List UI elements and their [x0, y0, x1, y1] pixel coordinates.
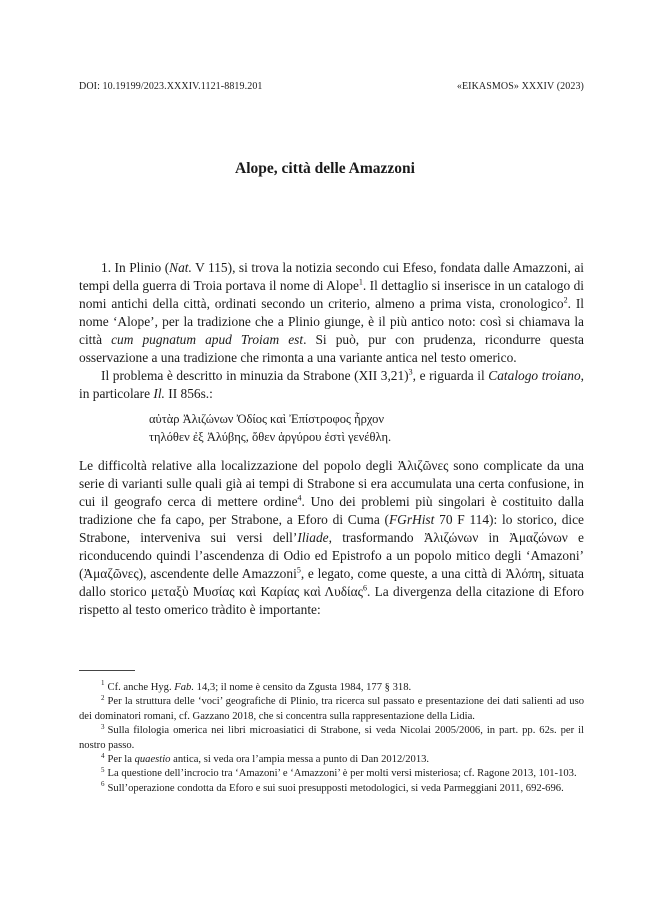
- paragraph-1: 1. In Plinio (Nat. V 115), si trova la notizia secondo cui Efeso, fondata dalle Amazzoni, ai tempi della guerra di Troia portava il nome di Alope$^1$. Il dettaglio si inserisce in un catalogo di nomi antichi della città, ordinati secondo un criterio, almeno a prima vista, cronologico$^2$. Il nome ‘Alope’, per la tradizione che a Plinio giunge, è il più antico noto: così si chiamava la città cum pugnatum apud Troiam est. Si può, pur con prudenza, ricondurre questa osservazione a una tradizione che rimonta a una variante antica nel testo omerico.: [79, 260, 585, 365]
- footnote-ref-2[interactable]: 2: [563, 295, 568, 305]
- footnote-5: $^5$ La questione dell’incrocio tra ‘Amazoni’ e ‘Amazzoni’ è per molti versi misteriosa; cf. Ragone 2013, 101-103.: [101, 765, 577, 780]
- footnote-4: $^4$ Per la quaestio antica, si veda ora l’ampia messa a punto di Dan 2012/2013.: [101, 751, 430, 766]
- footnote-2: $^2$ Per la struttura delle ‘voci’ geografiche di Plinio, tra ricerca sul passato e presentazione dei dati salienti ad uso dei dominatori romani, cf. Gazzano 2018, che si concentra sulla rappresentazione della Lidia.: [79, 693, 584, 722]
- article-body: [79, 259, 584, 619]
- footnote-ref-3[interactable]: 3: [408, 367, 413, 377]
- footnote-3: $^3$ Sulla filologia omerica nei libri microasiatici di Strabone, si veda Nicolai 2005/2006, in part. pp. 62s. per il nostro passo.: [79, 722, 584, 751]
- footnote-ref-6[interactable]: 6: [362, 583, 367, 593]
- footnotes: [79, 681, 584, 796]
- paragraph-2: Il problema è descritto in minuzia da Strabone (XII 3,21)$^3$, e riguarda il Catalogo troiano, in particolare Il. II 856s.:: [79, 367, 584, 401]
- footnote-divider: [79, 670, 135, 671]
- article-title: Alope, città delle Amazzoni: [235, 160, 415, 177]
- doi-label: DOI: 10.19199/2023.XXXIV.1121-8819.201: [79, 81, 263, 92]
- greek-quotation: [149, 410, 584, 446]
- paragraph-3: Le difficoltà relative alla localizzazione del popolo degli Ἀλιζῶνες sono complicate da una serie di varianti sulle quali già ai tempi di Strabone si era accumulata una certa confusione, in cui il geografo cerca di mettere ordine$^4$. Uno dei problemi più singolari è costituito dalla tradizione che fa capo, per Strabone, a Eforo di Cuma (FGrHist 70 F 114): lo storico, dice Strabone, interveniva sui versi dell’Iliade, trasformando Ἀλιζώνων in Ἀμαζώνων e riconducendo quindi l’ascendenza di Odio ed Epistrofo a un popolo mitico degli ‘Amazoni’ (Ἀμαζῶνες), ascendente delle Amazzoni$^5$, e legato, come queste, a una città di Ἀλόπη, situata dallo storico μεταξὺ Μυσίας καὶ Καρίας καὶ Λυδίας$^6$. La divergenza della citazione di Eforo rispetto al testo omerico tràdito è importante:: [79, 458, 585, 617]
- footnote-1: $^1$ Cf. anche Hyg. Fab. 14,3; il nome è censito da Zgusta 1984, 177 § 318.: [101, 679, 412, 693]
- running-header: [79, 81, 584, 92]
- footnote-ref-1[interactable]: 1: [358, 277, 363, 287]
- footnote-6: $^6$ Sull’operazione condotta da Eforo e sui suoi presupposti metodologici, si veda Parmeggiani 2011, 692-696.: [101, 780, 564, 794]
- journal-label: «EIKASMOS» XXXIV (2023): [456, 81, 584, 92]
- quotation-line: τηλόθεν ἐξ Ἀλύβης, ὅθεν ἀργύρου ἐστὶ γενέθλη.: [149, 430, 392, 444]
- section-number: 1.: [101, 260, 112, 275]
- footnote-ref-4[interactable]: 4: [297, 493, 302, 503]
- quotation-line: αὐτὰρ Ἀλιζώνων Ὀδίος καὶ Ἐπίστροφος ἦρχον: [149, 412, 385, 426]
- footnote-ref-5[interactable]: 5: [296, 565, 301, 575]
